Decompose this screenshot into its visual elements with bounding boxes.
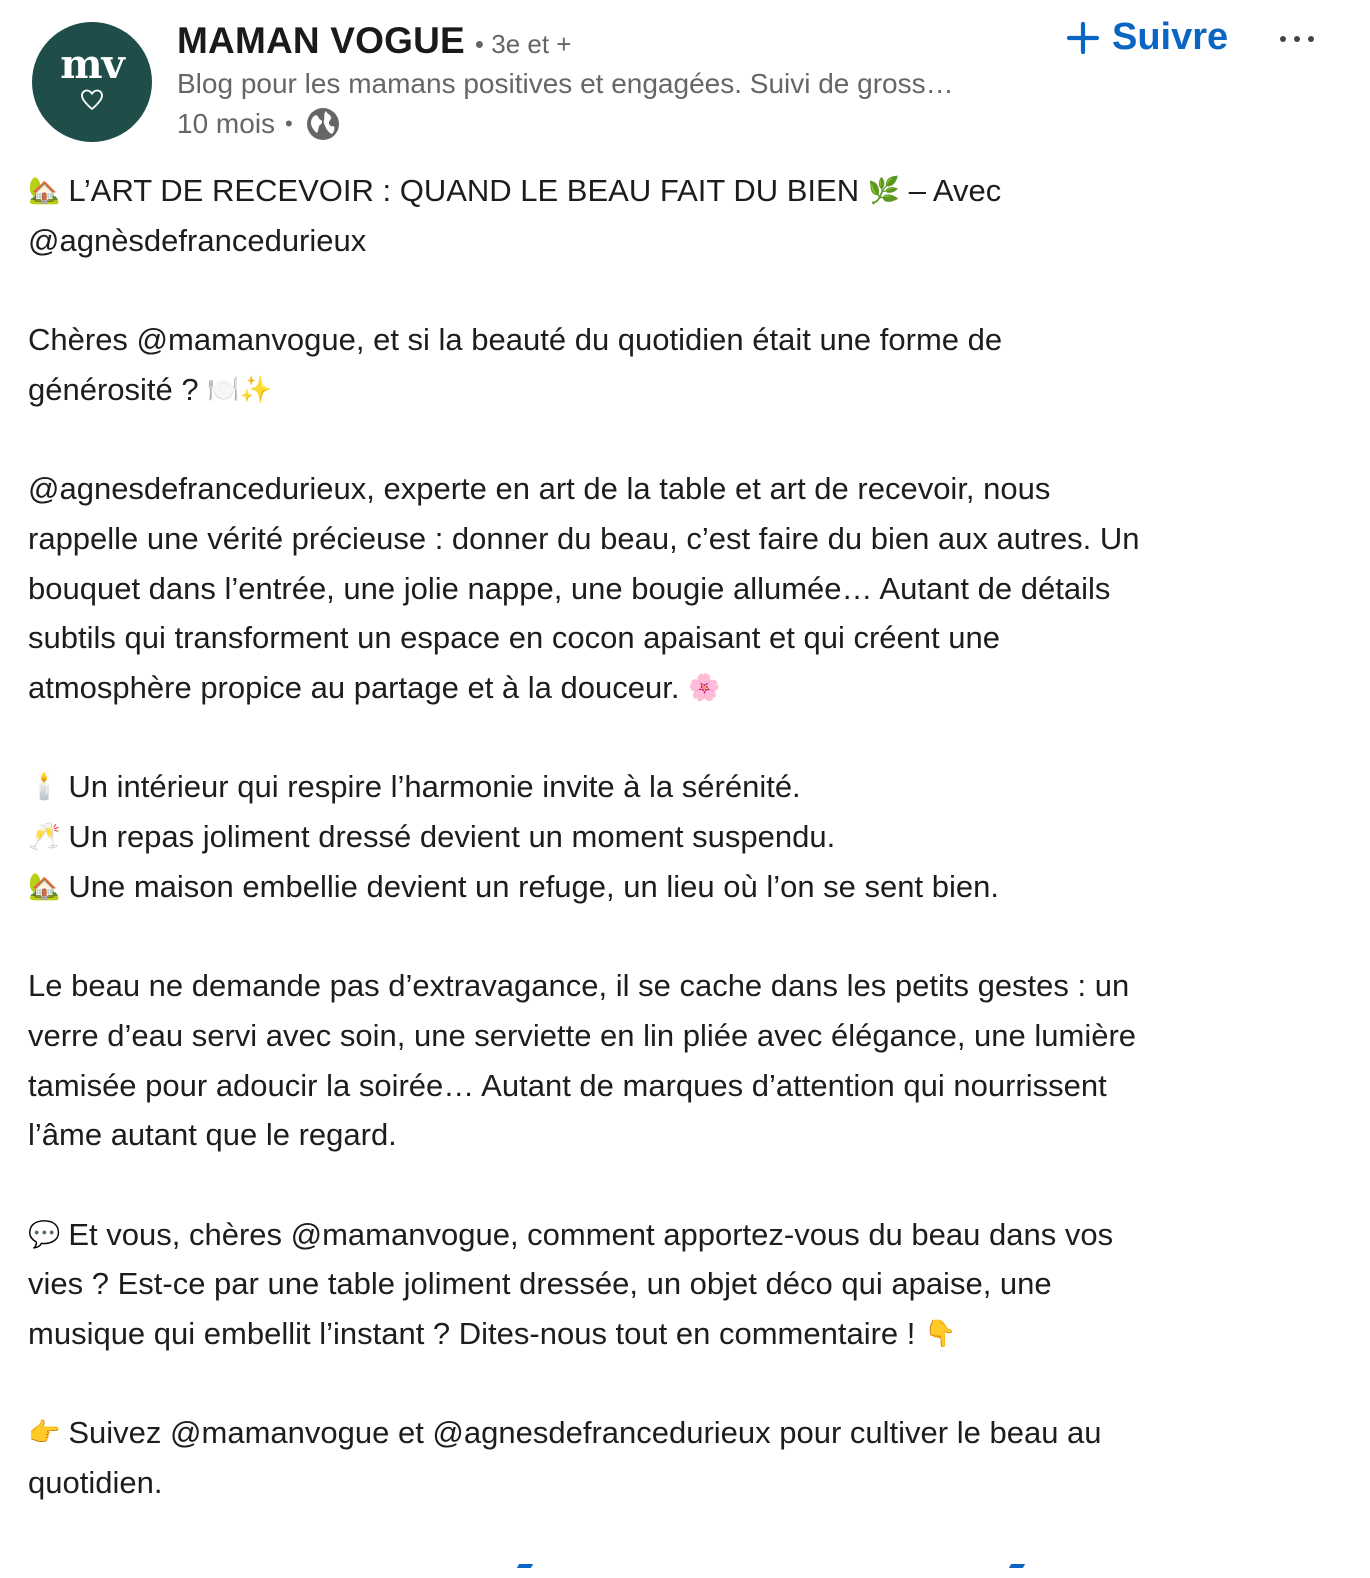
text-line	[28, 166, 1333, 216]
company-avatar[interactable]	[32, 22, 152, 142]
post-time: 10 mois	[177, 108, 276, 139]
text-line: tamisée pour adoucir la soirée… Autant de marques d’attention qui nourrissent	[28, 1067, 1107, 1103]
text-segment: Et vous, chères @mamanvogue, comment apportez-vous du beau dans vos	[68, 1216, 1114, 1252]
author-tagline: Blog pour les mamans positives et engagées. Suivi de gross…	[177, 68, 954, 99]
text-segment: atmosphère propice au partage et à la douceur.	[28, 670, 680, 705]
text-line	[28, 1210, 1333, 1260]
text-line: Chères @mamanvogue, et si la beauté du quotidien était une forme de	[28, 322, 1003, 358]
text-segment: Suivez @mamanvogue et @agnesdefrancedurieux pour cultiver le beau au	[68, 1415, 1102, 1451]
author-name[interactable]: MAMAN VOGUE	[177, 20, 465, 61]
house-icon: 🏡	[28, 175, 61, 205]
heart-icon	[79, 87, 105, 113]
cut-off-mark	[517, 1564, 533, 1568]
post-text	[28, 166, 1333, 1508]
house-icon: 🏡	[28, 870, 61, 901]
list-item	[28, 762, 1333, 812]
candle-icon: 🕯️	[28, 771, 61, 802]
post-paragraph	[28, 464, 1333, 713]
text-line: verre d’eau servi avec soin, une serviette en lin pliée avec élégance, une lumière	[28, 1017, 1137, 1053]
plus-icon	[1066, 21, 1100, 55]
avatar-logo-text: mv	[60, 41, 124, 88]
text-line: bouquet dans l’entrée, une jolie nappe, une bougie allumée… Autant de détails	[28, 570, 1111, 606]
flower-icon: 🌸	[688, 672, 721, 702]
list-item-text: Une maison embellie devient un refuge, un lieu où l’on se sent bien.	[68, 868, 999, 904]
text-line: vies ? Est-ce par une table joliment dressée, un objet déco qui apaise, une	[28, 1266, 1052, 1302]
post-paragraph	[28, 1210, 1333, 1359]
post-list	[28, 762, 1333, 911]
list-item-text: Un repas joliment dressé devient un moment suspendu.	[68, 819, 836, 855]
title-text: L’ART DE RECEVOIR : QUAND LE BEAU FAIT DU BIEN	[68, 173, 860, 208]
plate-sparkles-icon: 🍽️✨	[207, 373, 272, 404]
text-line: Le beau ne demande pas d’extravagance, il se cache dans les petits gestes : un	[28, 968, 1130, 1004]
post-paragraph	[28, 961, 1333, 1160]
list-item	[28, 862, 1333, 912]
more-options-button[interactable]	[1270, 22, 1326, 54]
post-paragraph	[28, 315, 1333, 414]
cut-off-mark	[1009, 1564, 1025, 1568]
list-item-text: Un intérieur qui respire l’harmonie invite à la sérénité.	[68, 769, 801, 805]
text-line	[28, 365, 1333, 415]
text-line: @agnesdefrancedurieux, experte en art de la table et art de recevoir, nous	[28, 471, 1051, 507]
text-line: l’âme autant que le regard.	[28, 1117, 397, 1153]
title-text-end: – Avec	[908, 173, 1002, 208]
meta-separator: •	[285, 111, 293, 136]
mention-link[interactable]: @agnèsdefrancedurieux	[28, 222, 367, 258]
list-item	[28, 812, 1333, 862]
text-line	[28, 1309, 1333, 1359]
follow-label: Suivre	[1112, 16, 1229, 58]
text-line: quotidien.	[28, 1465, 163, 1501]
post-meta	[177, 106, 1057, 142]
author-line	[177, 20, 1057, 62]
post-paragraph	[28, 1408, 1333, 1507]
text-segment: générosité ?	[28, 371, 199, 407]
globe-icon	[305, 106, 341, 142]
text-segment: musique qui embellit l’instant ? Dites-nous tout en commentaire !	[28, 1316, 916, 1352]
champagne-icon: 🥂	[28, 821, 61, 852]
pointing-right-icon: 👉	[28, 1417, 61, 1448]
text-line: rappelle une vérité précieuse : donner du beau, c’est faire du bien aux autres. Un	[28, 520, 1140, 556]
author-info	[177, 20, 1057, 142]
connection-degree: • 3e et +	[474, 29, 572, 59]
cut-off-content	[0, 1560, 1370, 1578]
more-horizontal-icon	[1270, 22, 1326, 54]
text-line	[28, 663, 1333, 713]
pointing-down-icon: 👇	[924, 1318, 957, 1349]
follow-button[interactable]	[1060, 12, 1234, 63]
text-line: subtils qui transforment un espace en cocon apaisant et qui créent une	[28, 620, 1000, 656]
speech-bubble-icon: 💬	[28, 1218, 61, 1249]
post-paragraph-title	[28, 166, 1333, 265]
text-line	[28, 1408, 1333, 1458]
herb-icon: 🌿	[867, 175, 901, 205]
